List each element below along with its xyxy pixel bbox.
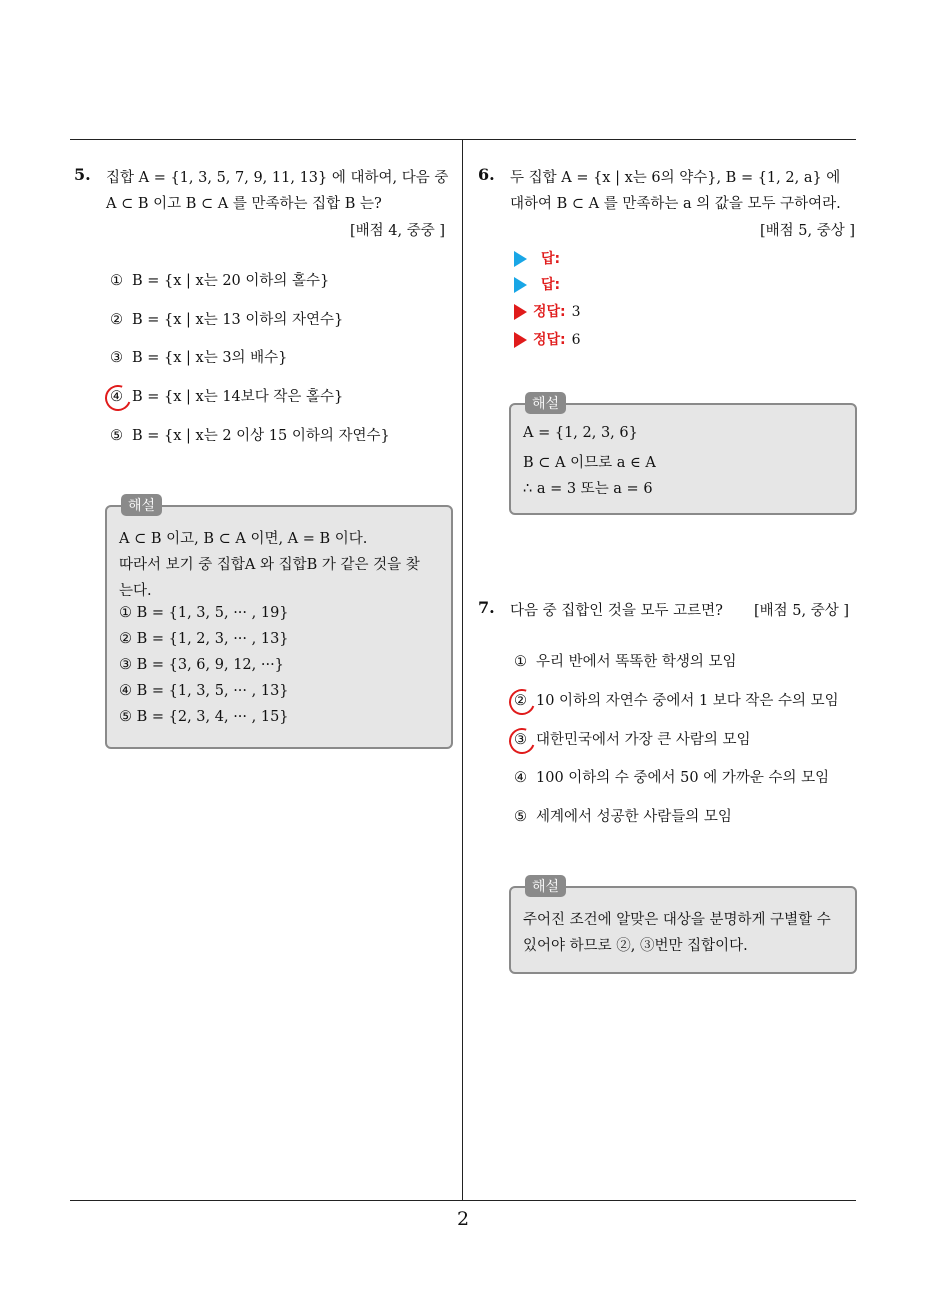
top-rule [70,139,856,140]
choice-text: 세계에서 성공한 사람들의 모임 [536,809,732,825]
solution-line: 는다. [119,583,152,599]
choice-symbol: ⑤ [514,809,527,825]
correct-value: 3 [571,304,581,320]
choice-symbol: ④ [514,770,527,786]
choice-text: B = {x | x는 3의 배수} [132,350,288,366]
choice-4[interactable] [110,385,343,406]
choice-2[interactable] [110,308,343,329]
correct-answer-1 [514,301,581,321]
selected-mark-icon: ③ [514,732,536,748]
selected-mark-icon: ② [514,693,536,709]
solution-line: ② B = {1, 2, 3, ··· , 13} [119,631,289,647]
score-meta: [배점 4, 중중 ] [350,223,446,239]
correct-value: 6 [571,332,581,348]
question-text-line: A ⊂ B 이고 B ⊂ A 를 만족하는 집합 B 는? [106,196,382,212]
choice-4[interactable] [514,766,829,787]
solution-line: ④ B = {1, 3, 5, ··· , 13} [119,683,289,699]
choice-3[interactable] [110,346,287,367]
answer-field-1[interactable] [514,248,560,268]
choice-text: B = {x | x는 14보다 작은 홀수} [132,389,344,405]
choice-2[interactable] [514,689,839,710]
solution-box [105,498,453,749]
question-text-line: 대하여 B ⊂ A 를 만족하는 a 의 값을 모두 구하여라. [510,196,841,212]
correct-label: 정답: [533,304,566,320]
solution-line: B ⊂ A 이므로 a ∈ A [523,455,656,471]
choice-symbol: ⑤ [110,428,123,444]
choice-text: 대한민국에서 가장 큰 사람의 모임 [536,732,751,748]
solution-box [509,396,857,515]
choice-text: B = {x | x는 20 이하의 홀수} [132,273,330,289]
choice-text: 10 이하의 자연수 중에서 1 보다 작은 수의 모임 [536,693,839,709]
choice-symbol: ② [110,312,123,328]
solution-line: 있어야 하므로 ②, ③번만 집합이다. [523,938,748,954]
answer-label: 답: [541,251,561,267]
solution-tag: 해설 [121,494,162,516]
selected-mark-icon: ④ [110,389,132,405]
solution-tag: 해설 [525,392,566,414]
solution-box [509,879,857,974]
choice-3[interactable] [514,728,751,749]
choice-1[interactable] [110,269,329,290]
choice-5[interactable] [514,805,732,826]
answer-field-2[interactable] [514,274,560,294]
question-number: 5. [74,165,91,184]
choice-5[interactable] [110,424,390,445]
question-number: 7. [478,598,495,617]
score-meta: [배점 5, 중상 ] [760,223,856,239]
correct-answer-2 [514,329,581,349]
correct-label: 정답: [533,332,566,348]
answer-label: 답: [541,277,561,293]
solution-line: 따라서 보기 중 집합A 와 집합B 가 같은 것을 찾 [119,557,420,573]
choice-text: 우리 반에서 똑똑한 학생의 모임 [536,654,737,670]
column-divider [462,140,463,1201]
choice-symbol: ③ [110,350,123,366]
choice-text: B = {x | x는 13 이하의 자연수} [132,312,344,328]
solution-line: A = {1, 2, 3, 6} [523,425,638,441]
page-number: 2 [456,1208,470,1230]
solution-line: A ⊂ B 이고, B ⊂ A 이면, A = B 이다. [119,531,368,547]
solution-line: ③ B = {3, 6, 9, 12, ···} [119,657,284,673]
question-text-line: 두 집합 A = {x | x는 6의 약수}, B = {1, 2, a} 에 [510,170,841,186]
choice-1[interactable] [514,650,737,671]
solution-line: ∴ a = 3 또는 a = 6 [523,481,653,497]
question-number: 6. [478,165,495,184]
question-text-line: 집합 A = {1, 3, 5, 7, 9, 11, 13} 에 대하여, 다음 중 [106,170,449,186]
score-meta: [배점 5, 중상 ] [754,603,850,619]
solution-line: ⑤ B = {2, 3, 4, ··· , 15} [119,709,289,725]
question-text-line: 다음 중 집합인 것을 모두 고르면? [510,603,723,619]
choice-text: 100 이하의 수 중에서 50 에 가까운 수의 모임 [536,770,830,786]
solution-line: 주어진 조건에 알맞은 대상을 분명하게 구별할 수 [523,912,831,928]
choice-symbol: ① [110,273,123,289]
choice-text: B = {x | x는 2 이상 15 이하의 자연수} [132,428,390,444]
bottom-rule [70,1200,856,1201]
solution-tag: 해설 [525,875,566,897]
solution-line: ① B = {1, 3, 5, ··· , 19} [119,605,289,621]
choice-symbol: ① [514,654,527,670]
